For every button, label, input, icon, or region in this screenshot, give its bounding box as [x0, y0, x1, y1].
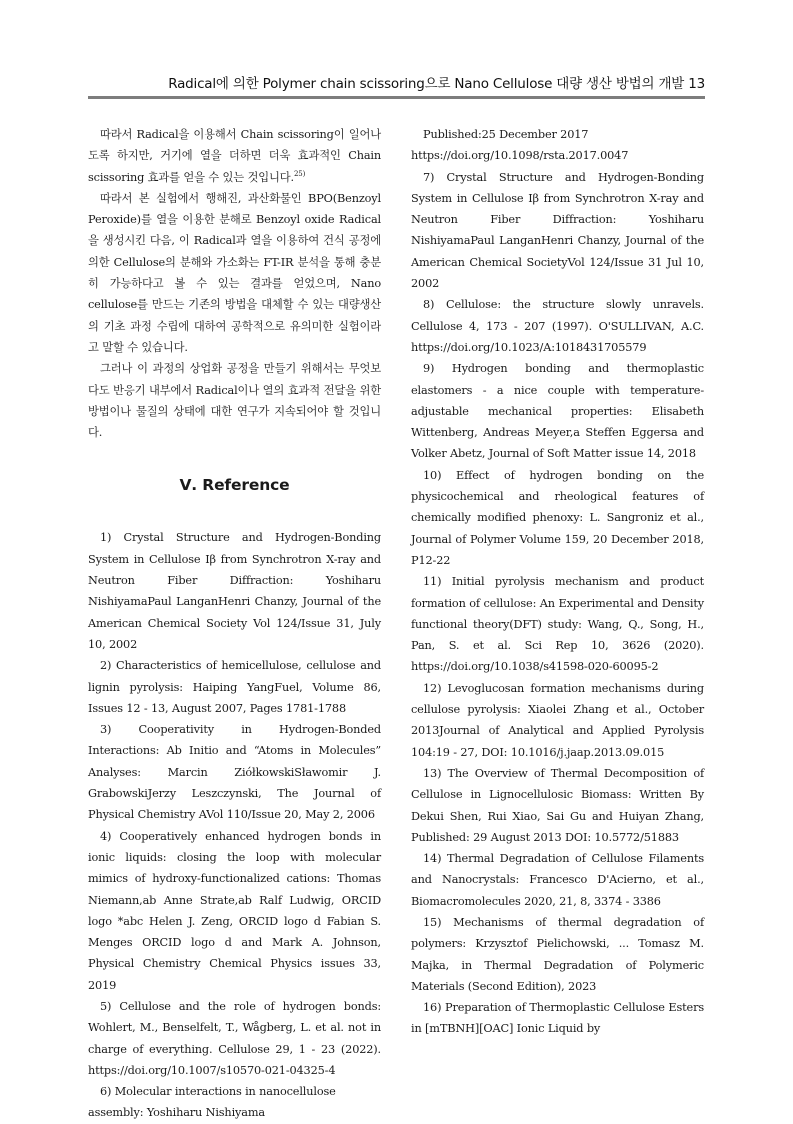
reference-16: 16) Preparation of Thermoplastic Cellulose Esters in [mTBNH][OAC] Ionic Liquid by	[411, 1001, 704, 1036]
reference-15	[411, 912, 704, 997]
reference-15-part-2: Thermal Degradation of Polymeric Materials (Second Edition), 2023	[411, 958, 704, 993]
reference-2: 2) Characteristics of hemicellulose, cellulose and lignin pyrolysis: Haiping YangFuel, Volume 86, Issues 12 - 13, August 2007, Pages 1781-1788	[88, 659, 381, 715]
reference-9: 9) Hydrogen bonding and thermoplastic elastomers - a nice couple with temperature-adjustable mechanical properties: Elisabeth Wittenberg, Andreas Meyer,a Steffen Eggersa and Volker Abetz, Journal of Soft Matter issue 14, 2018	[411, 362, 704, 461]
page-number: 13	[688, 76, 705, 92]
reference-6	[88, 1081, 381, 1124]
paragraph-1-text: 따라서 Radical을 이용해서 Chain scissoring이 일어나도록 하지만, 거기에 열을 더하면 더욱 효과적인 Chain scissoring 효과를 얻을 수 있는 것입니다.	[88, 128, 381, 184]
reference-15-part-1: 15) Mechanisms of thermal degradation of polymers: Krzysztof Pielichowski, ... Tomasz M. Majka, in	[411, 915, 704, 972]
body-paragraph-2: 따라서 본 실험에서 행해진, 과산화물인 BPO(Benzoyl Peroxide)를 열을 이용한 분해로 Benzoyl oxide Radical을 생성시킨 다음, 이 Radical과 열을 이용하여 건식 공정에 의한 Cellulose의 분해와 가소화는 FT-IR 분석을 통해 충분히 가능하다고 볼 수 있는 결과를 얻었으며, Nano cellulose를 만드는 기존의 방법을 대체할 수 있는 대량생산의 기초 과정 수립에 대하여 공학적으로 유의미한 실험이라고 말할 수 있습니다.	[88, 191, 381, 354]
reference-12: 12) Levoglucosan formation mechanisms during cellulose pyrolysis: Xiaolei Zhang et al., October 2013Journal of Analytical and Applied Pyrolysis 104:19 - 27, DOI: 10.1016/j.jaap.2013.09.015	[411, 681, 704, 759]
section-title: Ⅴ. Reference	[179, 476, 290, 495]
reference-4-part-2: Anne Strate,ab Ralf Ludwig, ORCID logo *abc Helen J. Zeng, ORCID logo d Fabian S. Menges ORCID logo d and Mark A. Johnson, Physical Chemistry Chemical Physics issues 33, 2019	[88, 893, 381, 992]
reference-11: 11) Initial pyrolysis mechanism and product formation of cellulose: An Experimental and Density functional theory(DFT) study: Wang, Q., Song, H., Pan, S. et al. Sci Rep 10, 3626 (2020). https://doi.org/10.1038/s41598-020-60095-2	[411, 575, 704, 674]
body-paragraph-1	[88, 124, 381, 188]
running-header	[88, 72, 705, 92]
header-rule	[88, 96, 705, 99]
right-column	[411, 124, 704, 1040]
reference-14-part-1: 14) Thermal Degradation of Cellulose Filaments and Nanocrystals: Francesco D'Acierno, et al.,	[411, 852, 704, 887]
reference-6-title: 6) Molecular interactions in nanocellulose assembly: Yoshiharu Nishiyama	[88, 1085, 336, 1120]
reference-4-part-1: 4) Cooperatively enhanced hydrogen bonds in ionic liquids: closing the loop with molecular mimics of hydroxy-functionalized cations: Thomas Niemann,ab	[88, 829, 381, 907]
reference-14-part-2: Biomacromolecules 2020, 21, 8, 3374 - 3386	[411, 894, 661, 908]
body-paragraph-3: 그러나 이 과정의 상업화 공정을 만들기 위해서는 무엇보다도 반응기 내부에서 Radical이나 열의 효과적 전달을 위한 방법이나 물질의 상태에 대한 연구가 지속되어야 할 것입니다.	[88, 362, 381, 440]
reference-6-doi: https://doi.org/10.1098/rsta.2017.0047	[411, 149, 629, 163]
reference-6-published: Published:25 December 2017	[423, 128, 589, 141]
reference-13	[411, 763, 704, 848]
reference-8: 8) Cellulose: the structure slowly unravels. Cellulose 4, 173 - 207 (1997). O'SULLIVAN, A.C. https://doi.org/10.1023/A:1018431705579	[411, 298, 704, 354]
left-column	[88, 124, 381, 1124]
citation-25: 25)	[293, 169, 306, 178]
reference-3: 3) Cooperativity in Hydrogen-Bonded Interactions: Ab Initio and “Atoms in Molecules” Analyses: Marcin ZiółkowskiSławomir J. GrabowskiJerzy Leszczynski, The Journal of Physical Chemistry AVol 110/Issue 20, May 2, 2006	[88, 723, 381, 822]
reference-7: 7) Crystal Structure and Hydrogen-Bonding System in Cellulose Iβ from Synchrotron X-ray and Neutron Fiber Diffraction: Yoshiharu NishiyamaPaul LanganHenri Chanzy, Journal of the American Chemical SocietyVol 124/Issue 31 Jul 10, 2002	[411, 170, 704, 291]
reference-13-part-1: 13) The Overview of Thermal Decomposition of Cellulose in Lignocellulosic Biomass: Written By	[411, 766, 704, 802]
header-title: Radical에 의한 Polymer chain scissoring으로 Nano Cellulose 대량 생산 방법의 개발	[168, 76, 685, 92]
reference-14	[411, 848, 704, 912]
reference-10: 10) Effect of hydrogen bonding on the physicochemical and rheological features of chemically modified phenoxy: L. Sangroniz et al., Journal of Polymer Volume 159, 20 December 2018, P12-22	[411, 468, 704, 567]
reference-5: 5) Cellulose and the role of hydrogen bonds: Wohlert, M., Benselfelt, T., Wågberg, L. et al. not in charge of everything. Cellulose 29, 1 - 23 (2022). https://doi.org/10.1007/s10570-021-04325-4	[88, 999, 381, 1077]
reference-4	[88, 826, 381, 996]
reference-13-part-2: Dekui Shen, Rui Xiao, Sai Gu and Huiyan Zhang, Published: 29 August 2013 DOI: 10.5772/51883	[411, 809, 704, 844]
reference-1: 1) Crystal Structure and Hydrogen-Bonding System in Cellulose Iβ from Synchrotron X-ray and Neutron Fiber Diffraction: Yoshiharu NishiyamaPaul LanganHenri Chanzy, Journal of the American Chemical Society Vol 124/Issue 31, July 10, 2002	[88, 531, 381, 651]
